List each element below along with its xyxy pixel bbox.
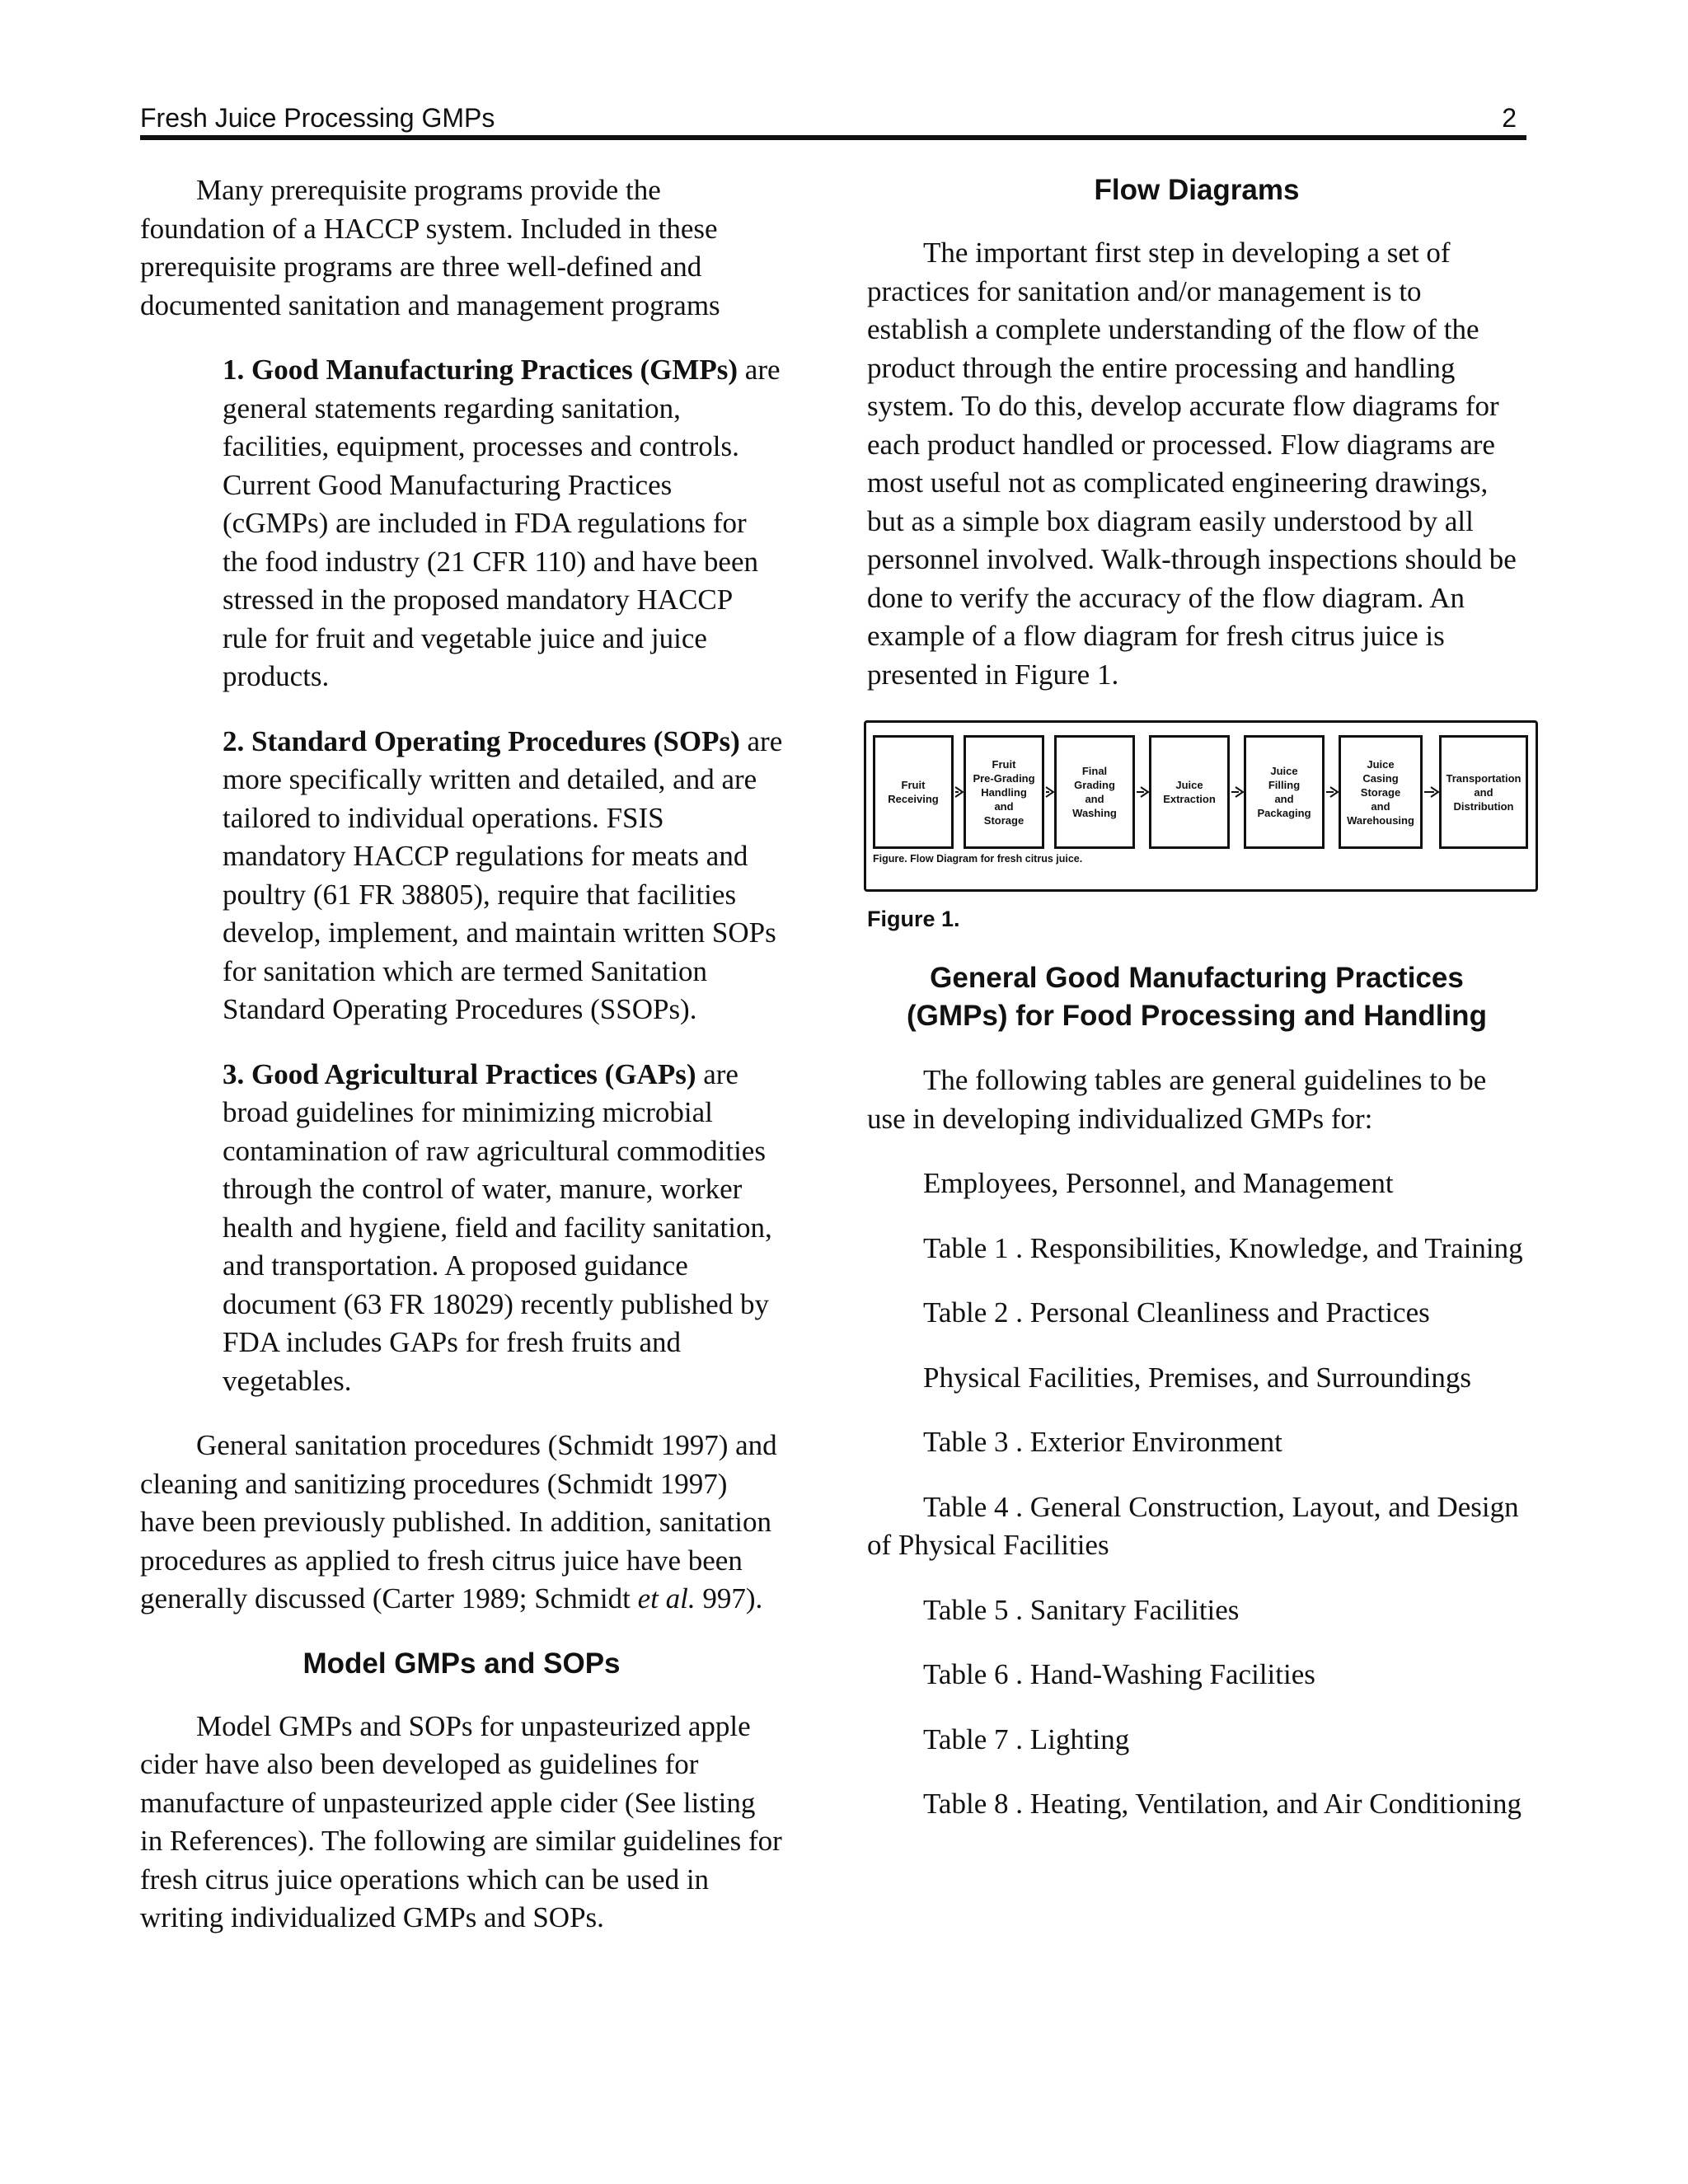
flow-step-box (964, 735, 1044, 849)
flow-step-line: Juice (1367, 757, 1395, 771)
page-number: 2 (1502, 103, 1517, 133)
general-heading-line-1: General Good Manufacturing Practices (930, 962, 1464, 994)
flow-step-line: Storage (1360, 785, 1401, 799)
flow-step-line: Pre-Grading (973, 771, 1035, 785)
program-item-lead: 2. Standard Operating Procedures (SOPs) (223, 724, 740, 757)
table-list-item: Table 4 . General Construction, Layout, and Design of Physical Facilities (867, 1490, 1519, 1561)
flow-step-line: Casing (1362, 771, 1399, 785)
general-heading-line-2: (GMPs) for Food Processing and Handling (907, 1000, 1487, 1032)
intro-paragraph: Many prerequisite programs provide the foundation of a HACCP system. Included in these prerequisite programs are three well-defined and documented sanitation and management programs (140, 174, 720, 321)
program-item-lead: 3. Good Agricultural Practices (GAPs) (223, 1057, 696, 1090)
flow-step-line: Warehousing (1347, 813, 1414, 827)
flow-step-label (1072, 764, 1117, 820)
flow-step-line: Packaging (1257, 807, 1311, 819)
sanitation-end: 997). (695, 1582, 763, 1615)
flow-step-line: and (1085, 793, 1104, 805)
flow-step-label (1257, 764, 1311, 820)
section-label: Physical Facilities, Premises, and Surroundings (923, 1361, 1471, 1394)
flow-step-line: Storage (983, 813, 1025, 827)
flow-paragraph: The important first step in developing a set of practices for sanitation and/or management is to establish a complete understanding of the flow of the product through the entire processing and handling system. To do this, develop accurate flow diagrams for each product handled or processed. Flow diagrams are most useful not as complicated engineering drawings, but as a simple box diagram easily understood by all personnel involved. Walk-through inspections should be done to verify the accuracy of the flow diagram. An example of a flow diagram for fresh citrus juice is presented in Figure 1. (867, 237, 1517, 691)
flow-step-label (888, 778, 938, 806)
flow-step-label (1446, 771, 1521, 813)
flow-step-box (1054, 735, 1135, 849)
flow-step-box (1339, 735, 1423, 849)
flow-heading: Flow Diagrams (1094, 174, 1300, 206)
flow-step-line: Extraction (1163, 793, 1216, 805)
model-paragraph: Model GMPs and SOPs for unpasteurized apple cider have also been developed as guidelines for manufacture of unpasteurized apple cider (See listing in References). The following are similar guidelines for fresh citrus juice operations which can be used in writing individualized GMPs and SOPs. (140, 1709, 782, 1933)
table-list-item: Table 5 . Sanitary Facilities (923, 1593, 1240, 1626)
flow-step-line: Washing (1072, 807, 1117, 819)
right-column (867, 171, 1526, 1850)
table-list-item: Table 2 . Personal Cleanliness and Practices (923, 1296, 1430, 1329)
program-item-gaps (223, 1056, 783, 1401)
flow-step-line: Juice (1175, 779, 1203, 791)
section-label: Employees, Personnel, and Management (923, 1167, 1394, 1199)
model-heading: Model GMPs and SOPs (302, 1647, 621, 1680)
flow-step-label (1163, 778, 1216, 806)
table-list (867, 1165, 1526, 1824)
flow-step-box (1439, 735, 1528, 849)
general-heading (867, 959, 1526, 1035)
program-item-text: are general statements regarding sanitation, facilities, equipment, processes and controls. Current Good Manufacturing Practices (cGMPs) are included in FDA regulations for the food industry (21 CFR 110) and have been stressed in the proposed mandatory HACCP rule for fruit and vegetable juice and juice products. (223, 354, 781, 692)
program-item-text: are broad guidelines for minimizing microbial contamination of raw agricultural commodities through the control of water, manure, worker health and hygiene, field and facility sanitation, and transportation. A proposed guidance document (63 FR 18029) recently published by FDA includes GAPs for fresh fruits and vegetables. (223, 1057, 772, 1397)
flow-step-line: and (994, 799, 1014, 813)
flow-step-line: Final (1081, 765, 1108, 777)
left-column (140, 171, 783, 1964)
flow-step-line: Juice (1270, 765, 1298, 777)
program-item-text: are more specifically written and detailed, and are tailored to individual operations. FSIS mandatory HACCP regulations for meats and poultry (61 FR 38805), require that facilities develop, implement, and maintain written SOPs for sanitation which are termed Sanitation Standard Operating Procedures (SSOPs). (223, 724, 783, 1025)
program-item-sops (223, 723, 783, 1029)
flow-step-label (973, 757, 1034, 827)
sanitation-paragraph (140, 1427, 783, 1619)
program-item-gmps (223, 351, 783, 696)
flow-step-box (1244, 735, 1325, 849)
table-list-item: Table 6 . Hand-Washing Facilities (923, 1658, 1315, 1690)
flow-step-line: and (1274, 793, 1294, 805)
table-list-item: Table 7 . Lighting (923, 1722, 1130, 1755)
figure-label: Figure 1. (867, 907, 960, 931)
program-item-lead: 1. Good Manufacturing Practices (GMPs) (223, 354, 738, 386)
flow-step-line: Grading (1074, 779, 1115, 791)
flow-step-box (873, 735, 954, 849)
flow-diagram-figure (864, 720, 1538, 892)
header-title: Fresh Juice Processing GMPs (140, 103, 495, 133)
flow-step-box (1149, 735, 1230, 849)
figure-caption: Figure. Flow Diagram for fresh citrus juice. (873, 852, 1083, 865)
sanitation-text: General sanitation procedures (Schmidt 1997) and cleaning and sanitizing procedures (Schmidt 1997) have been previously published. In addition, sanitation procedures as applied to fresh citrus juice have been generally discussed (Carter 1989; Schmidt (140, 1429, 777, 1615)
sanitation-etal: et al. (637, 1582, 696, 1615)
flow-step-line: Filling (1268, 779, 1301, 791)
general-paragraph: The following tables are general guidelines to be use in developing individualized GMPs for: (867, 1064, 1487, 1135)
flow-step-line: Handling (981, 785, 1027, 799)
flow-step-label (1347, 757, 1414, 827)
table-list-item: Table 1 . Responsibilities, Knowledge, and Training (923, 1231, 1523, 1264)
flow-step-line: and (1371, 799, 1390, 813)
flow-step-line: Fruit (992, 757, 1016, 771)
table-list-item: Table 8 . Heating, Ventilation, and Air Conditioning (923, 1788, 1522, 1820)
flow-step-line: and (1474, 785, 1493, 799)
flow-step-line: Transportation (1446, 771, 1522, 785)
flow-step-line: Receiving (888, 793, 939, 805)
flow-step-line: Fruit (901, 779, 926, 791)
page-header (140, 97, 1526, 140)
flow-step-line: Distribution (1453, 799, 1514, 813)
table-list-item: Table 3 . Exterior Environment (923, 1426, 1282, 1458)
